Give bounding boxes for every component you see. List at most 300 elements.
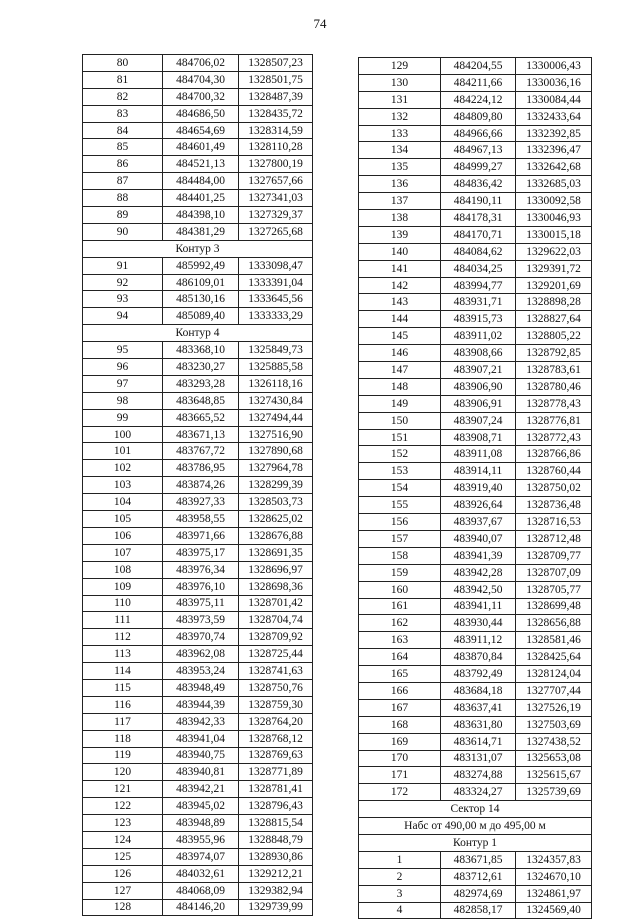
table-row xyxy=(359,243,592,260)
coordinate-y: 1328712,48 xyxy=(516,530,592,547)
table-row xyxy=(359,902,592,919)
coordinate-y: 1327890,68 xyxy=(239,443,313,460)
point-number: 167 xyxy=(359,699,441,716)
point-number: 120 xyxy=(83,764,163,781)
table-row xyxy=(83,173,313,190)
table-row xyxy=(359,311,592,328)
coordinate-y: 1328736,48 xyxy=(516,497,592,514)
point-number: 90 xyxy=(83,223,163,240)
coordinate-y: 1327800,19 xyxy=(239,156,313,173)
point-number: 104 xyxy=(83,494,163,511)
table-row xyxy=(83,308,313,325)
coordinate-x: 484170,71 xyxy=(441,226,516,243)
section-heading: Набс от 490,00 м до 495,00 м xyxy=(359,818,592,835)
point-number: 171 xyxy=(359,767,441,784)
coordinate-x: 483792,49 xyxy=(441,666,516,683)
point-number: 103 xyxy=(83,477,163,494)
coordinate-x: 484999,27 xyxy=(441,159,516,176)
point-number: 152 xyxy=(359,446,441,463)
point-number: 166 xyxy=(359,682,441,699)
coordinate-x: 484204,55 xyxy=(441,58,516,75)
coordinate-y: 1328699,48 xyxy=(516,598,592,615)
coordinate-y: 1328676,88 xyxy=(239,527,313,544)
coordinate-y: 1328796,43 xyxy=(239,798,313,815)
coordinate-y: 1329212,21 xyxy=(239,865,313,882)
table-row xyxy=(359,125,592,142)
coordinate-x: 484521,13 xyxy=(163,156,239,173)
point-number: 157 xyxy=(359,530,441,547)
point-number: 142 xyxy=(359,277,441,294)
coordinate-x: 483665,52 xyxy=(163,409,239,426)
table-row xyxy=(359,733,592,750)
point-number: 116 xyxy=(83,696,163,713)
coordinate-y: 1328625,02 xyxy=(239,511,313,528)
table-row xyxy=(359,463,592,480)
point-number: 2 xyxy=(359,868,441,885)
table-row xyxy=(359,294,592,311)
coordinate-x: 483648,85 xyxy=(163,392,239,409)
coordinate-x: 483368,10 xyxy=(163,342,239,359)
coordinate-x: 483712,61 xyxy=(441,868,516,885)
coordinate-y: 1328741,63 xyxy=(239,663,313,680)
point-number: 109 xyxy=(83,578,163,595)
section-heading: Контур 4 xyxy=(83,325,313,342)
coordinate-y: 1328124,04 xyxy=(516,666,592,683)
coordinate-x: 484401,25 xyxy=(163,190,239,207)
table-row xyxy=(359,260,592,277)
coordinate-x: 483614,71 xyxy=(441,733,516,750)
table-row xyxy=(83,798,313,815)
coordinate-y: 1328709,77 xyxy=(516,547,592,564)
point-number: 149 xyxy=(359,395,441,412)
table-row xyxy=(359,581,592,598)
table-row xyxy=(83,899,313,916)
table-row xyxy=(359,868,592,885)
coordinate-y: 1328848,79 xyxy=(239,831,313,848)
coordinate-x: 483970,74 xyxy=(163,629,239,646)
table-row xyxy=(83,156,313,173)
table-row xyxy=(359,632,592,649)
table-row xyxy=(83,747,313,764)
coordinate-x: 483914,11 xyxy=(441,463,516,480)
coordinate-y: 1328299,39 xyxy=(239,477,313,494)
point-number: 137 xyxy=(359,193,441,210)
table-row xyxy=(83,460,313,477)
coordinate-y: 1324569,40 xyxy=(516,902,592,919)
coordinate-y: 1328110,28 xyxy=(239,139,313,156)
coordinate-y: 1328776,81 xyxy=(516,412,592,429)
coordinate-y: 1328314,59 xyxy=(239,122,313,139)
table-row xyxy=(359,362,592,379)
coordinate-x: 483940,07 xyxy=(441,530,516,547)
table-row xyxy=(83,815,313,832)
coordinate-x: 484704,30 xyxy=(163,71,239,88)
table-row xyxy=(83,578,313,595)
table-row xyxy=(83,527,313,544)
coordinate-y: 1328771,89 xyxy=(239,764,313,781)
coordinate-x: 486109,01 xyxy=(163,274,239,291)
coordinate-x: 484686,50 xyxy=(163,105,239,122)
coordinate-x: 484146,20 xyxy=(163,899,239,916)
coordinate-y: 1328704,74 xyxy=(239,612,313,629)
coordinate-x: 483927,33 xyxy=(163,494,239,511)
coordinate-y: 1328764,20 xyxy=(239,713,313,730)
coordinate-y: 1325653,08 xyxy=(516,750,592,767)
coordinate-x: 484034,25 xyxy=(441,260,516,277)
coordinate-y: 1332396,47 xyxy=(516,142,592,159)
coordinate-x: 483942,50 xyxy=(441,581,516,598)
table-row xyxy=(359,328,592,345)
coordinates-table-right xyxy=(358,57,592,919)
point-number: 125 xyxy=(83,848,163,865)
table-row xyxy=(83,139,313,156)
table-row xyxy=(83,359,313,376)
coordinate-x: 484032,61 xyxy=(163,865,239,882)
coordinate-y: 1328507,23 xyxy=(239,55,313,72)
point-number: 128 xyxy=(83,899,163,916)
point-number: 80 xyxy=(83,55,163,72)
point-number: 83 xyxy=(83,105,163,122)
point-number: 123 xyxy=(83,815,163,832)
point-number: 147 xyxy=(359,362,441,379)
point-number: 132 xyxy=(359,108,441,125)
coordinate-x: 483971,66 xyxy=(163,527,239,544)
coordinates-table-left xyxy=(82,54,313,916)
point-number: 93 xyxy=(83,291,163,308)
coordinate-y: 1324357,83 xyxy=(516,851,592,868)
point-number: 111 xyxy=(83,612,163,629)
point-number: 121 xyxy=(83,781,163,798)
table-row xyxy=(83,679,313,696)
table-row xyxy=(359,74,592,91)
coordinate-y: 1328435,72 xyxy=(239,105,313,122)
coordinate-y: 1333391,04 xyxy=(239,274,313,291)
table-row xyxy=(359,159,592,176)
coordinate-y: 1329382,94 xyxy=(239,882,313,899)
coordinate-x: 484224,12 xyxy=(441,91,516,108)
coordinate-x: 483293,28 xyxy=(163,375,239,392)
table-row xyxy=(359,851,592,868)
point-number: 126 xyxy=(83,865,163,882)
coordinate-y: 1332433,64 xyxy=(516,108,592,125)
coordinate-y: 1328759,30 xyxy=(239,696,313,713)
point-number: 163 xyxy=(359,632,441,649)
point-number: 95 xyxy=(83,342,163,359)
section-heading-row xyxy=(359,834,592,851)
table-row xyxy=(83,443,313,460)
coordinate-x: 483906,90 xyxy=(441,378,516,395)
coordinate-y: 1332392,85 xyxy=(516,125,592,142)
point-number: 91 xyxy=(83,257,163,274)
coordinate-y: 1328696,97 xyxy=(239,561,313,578)
table-row xyxy=(83,55,313,72)
table-row xyxy=(359,210,592,227)
point-number: 110 xyxy=(83,595,163,612)
coordinate-y: 1328898,28 xyxy=(516,294,592,311)
point-number: 127 xyxy=(83,882,163,899)
coordinate-x: 484398,10 xyxy=(163,207,239,224)
table-row xyxy=(83,781,313,798)
point-number: 100 xyxy=(83,426,163,443)
point-number: 87 xyxy=(83,173,163,190)
coordinate-x: 483958,55 xyxy=(163,511,239,528)
coordinate-y: 1328760,44 xyxy=(516,463,592,480)
point-number: 86 xyxy=(83,156,163,173)
table-row xyxy=(359,699,592,716)
section-heading-row xyxy=(83,240,313,257)
table-row xyxy=(83,865,313,882)
table-row xyxy=(83,223,313,240)
coordinate-x: 483940,81 xyxy=(163,764,239,781)
table-row xyxy=(83,426,313,443)
point-number: 101 xyxy=(83,443,163,460)
coordinate-x: 484836,42 xyxy=(441,176,516,193)
coordinate-y: 1329622,03 xyxy=(516,243,592,260)
point-number: 143 xyxy=(359,294,441,311)
point-number: 145 xyxy=(359,328,441,345)
coordinate-x: 484178,31 xyxy=(441,210,516,227)
coordinate-x: 483975,11 xyxy=(163,595,239,612)
table-row xyxy=(83,375,313,392)
coordinate-y: 1327430,84 xyxy=(239,392,313,409)
coordinate-x: 484706,02 xyxy=(163,55,239,72)
coordinate-y: 1330046,93 xyxy=(516,210,592,227)
table-row xyxy=(359,277,592,294)
table-row xyxy=(359,429,592,446)
coordinate-x: 484809,80 xyxy=(441,108,516,125)
coordinate-y: 1330006,43 xyxy=(516,58,592,75)
table-row xyxy=(83,713,313,730)
coordinate-x: 483911,08 xyxy=(441,446,516,463)
table-row xyxy=(359,716,592,733)
point-number: 3 xyxy=(359,885,441,902)
coordinate-y: 1328750,76 xyxy=(239,679,313,696)
coordinate-y: 1325885,58 xyxy=(239,359,313,376)
table-row xyxy=(83,291,313,308)
point-number: 4 xyxy=(359,902,441,919)
point-number: 158 xyxy=(359,547,441,564)
table-row xyxy=(359,91,592,108)
point-number: 106 xyxy=(83,527,163,544)
coordinate-y: 1328827,64 xyxy=(516,311,592,328)
coordinate-x: 483908,71 xyxy=(441,429,516,446)
coordinate-x: 483941,39 xyxy=(441,547,516,564)
point-number: 98 xyxy=(83,392,163,409)
table-row xyxy=(359,176,592,193)
coordinate-x: 483942,33 xyxy=(163,713,239,730)
coordinate-x: 483941,11 xyxy=(441,598,516,615)
coordinate-y: 1328487,39 xyxy=(239,88,313,105)
coordinate-x: 485992,49 xyxy=(163,257,239,274)
point-number: 156 xyxy=(359,514,441,531)
point-number: 139 xyxy=(359,226,441,243)
coordinate-x: 483915,73 xyxy=(441,311,516,328)
table-row xyxy=(83,190,313,207)
table-row xyxy=(359,615,592,632)
point-number: 1 xyxy=(359,851,441,868)
point-number: 160 xyxy=(359,581,441,598)
table-row xyxy=(83,88,313,105)
coordinate-y: 1325739,69 xyxy=(516,784,592,801)
coordinate-y: 1327503,69 xyxy=(516,716,592,733)
point-number: 105 xyxy=(83,511,163,528)
coordinate-x: 483911,02 xyxy=(441,328,516,345)
point-number: 170 xyxy=(359,750,441,767)
table-row xyxy=(83,646,313,663)
coordinate-y: 1327494,44 xyxy=(239,409,313,426)
coordinate-y: 1327526,19 xyxy=(516,699,592,716)
table-row xyxy=(359,226,592,243)
point-number: 135 xyxy=(359,159,441,176)
table-row xyxy=(359,142,592,159)
table-row xyxy=(359,666,592,683)
coordinate-x: 483870,84 xyxy=(441,649,516,666)
coordinate-y: 1327657,66 xyxy=(239,173,313,190)
table-row xyxy=(83,831,313,848)
table-row xyxy=(83,494,313,511)
point-number: 172 xyxy=(359,784,441,801)
coordinate-x: 483948,89 xyxy=(163,815,239,832)
point-number: 113 xyxy=(83,646,163,663)
table-row xyxy=(359,682,592,699)
table-row xyxy=(359,108,592,125)
coordinate-x: 483324,27 xyxy=(441,784,516,801)
coordinate-x: 483637,41 xyxy=(441,699,516,716)
point-number: 81 xyxy=(83,71,163,88)
coordinate-x: 483944,39 xyxy=(163,696,239,713)
point-number: 169 xyxy=(359,733,441,750)
table-row xyxy=(83,122,313,139)
section-heading-row xyxy=(359,818,592,835)
coordinate-x: 483907,24 xyxy=(441,412,516,429)
coordinate-y: 1327516,90 xyxy=(239,426,313,443)
point-number: 165 xyxy=(359,666,441,683)
table-row xyxy=(83,848,313,865)
page-number: 74 xyxy=(313,16,327,31)
coordinate-x: 483942,21 xyxy=(163,781,239,798)
table-row xyxy=(359,598,592,615)
coordinate-x: 483767,72 xyxy=(163,443,239,460)
table-row xyxy=(359,193,592,210)
coordinate-x: 483953,24 xyxy=(163,663,239,680)
coordinate-y: 1325615,67 xyxy=(516,767,592,784)
coordinate-y: 1333333,29 xyxy=(239,308,313,325)
table-row xyxy=(83,511,313,528)
coordinate-x: 483926,64 xyxy=(441,497,516,514)
table-row xyxy=(83,477,313,494)
point-number: 117 xyxy=(83,713,163,730)
coordinate-x: 484381,29 xyxy=(163,223,239,240)
coordinate-y: 1329201,69 xyxy=(516,277,592,294)
point-number: 146 xyxy=(359,345,441,362)
coordinate-x: 484700,32 xyxy=(163,88,239,105)
coordinate-x: 483955,96 xyxy=(163,831,239,848)
coordinate-y: 1328805,22 xyxy=(516,328,592,345)
coordinate-y: 1328501,75 xyxy=(239,71,313,88)
coordinate-x: 485089,40 xyxy=(163,308,239,325)
section-heading: Сектор 14 xyxy=(359,801,592,818)
point-number: 124 xyxy=(83,831,163,848)
table-row xyxy=(83,561,313,578)
coordinate-y: 1332642,68 xyxy=(516,159,592,176)
coordinate-x: 483911,12 xyxy=(441,632,516,649)
point-number: 144 xyxy=(359,311,441,328)
coordinate-x: 483973,59 xyxy=(163,612,239,629)
coordinate-x: 483274,88 xyxy=(441,767,516,784)
point-number: 140 xyxy=(359,243,441,260)
coordinate-y: 1327265,68 xyxy=(239,223,313,240)
coordinate-x: 483908,66 xyxy=(441,345,516,362)
coordinate-x: 484484,00 xyxy=(163,173,239,190)
table-row xyxy=(359,395,592,412)
point-number: 82 xyxy=(83,88,163,105)
point-number: 115 xyxy=(83,679,163,696)
table-row xyxy=(359,564,592,581)
coordinate-x: 483874,26 xyxy=(163,477,239,494)
point-number: 141 xyxy=(359,260,441,277)
coordinate-y: 1327964,78 xyxy=(239,460,313,477)
table-row xyxy=(359,767,592,784)
point-number: 131 xyxy=(359,91,441,108)
coordinate-y: 1328691,35 xyxy=(239,544,313,561)
coordinate-y: 1327438,52 xyxy=(516,733,592,750)
coordinate-y: 1328792,85 xyxy=(516,345,592,362)
coordinate-y: 1333098,47 xyxy=(239,257,313,274)
coordinate-x: 483906,91 xyxy=(441,395,516,412)
coordinate-y: 1328750,02 xyxy=(516,480,592,497)
table-row xyxy=(359,530,592,547)
coordinate-y: 1328425,64 xyxy=(516,649,592,666)
table-row xyxy=(83,274,313,291)
table-row xyxy=(83,764,313,781)
table-row xyxy=(359,514,592,531)
coordinate-y: 1324670,10 xyxy=(516,868,592,885)
coordinate-x: 483942,28 xyxy=(441,564,516,581)
table-row xyxy=(83,696,313,713)
coordinate-x: 484967,13 xyxy=(441,142,516,159)
coordinate-y: 1328815,54 xyxy=(239,815,313,832)
table-row xyxy=(83,629,313,646)
table-row xyxy=(359,885,592,902)
table-row xyxy=(359,480,592,497)
coordinate-y: 1328656,88 xyxy=(516,615,592,632)
table-row xyxy=(83,105,313,122)
table-row xyxy=(83,71,313,88)
coordinate-x: 483931,71 xyxy=(441,294,516,311)
coordinate-y: 1330084,44 xyxy=(516,91,592,108)
section-heading: Контур 1 xyxy=(359,834,592,851)
point-number: 134 xyxy=(359,142,441,159)
coordinate-x: 483907,21 xyxy=(441,362,516,379)
coordinate-x: 483945,02 xyxy=(163,798,239,815)
table-row xyxy=(83,342,313,359)
coordinate-y: 1328930,86 xyxy=(239,848,313,865)
point-number: 114 xyxy=(83,663,163,680)
coordinate-y: 1326118,16 xyxy=(239,375,313,392)
coordinate-x: 483230,27 xyxy=(163,359,239,376)
coordinate-y: 1328701,42 xyxy=(239,595,313,612)
coordinate-y: 1328778,43 xyxy=(516,395,592,412)
table-row xyxy=(359,784,592,801)
point-number: 155 xyxy=(359,497,441,514)
coordinate-x: 483684,18 xyxy=(441,682,516,699)
coordinate-y: 1329391,72 xyxy=(516,260,592,277)
point-number: 107 xyxy=(83,544,163,561)
point-number: 97 xyxy=(83,375,163,392)
point-number: 153 xyxy=(359,463,441,480)
coordinate-y: 1328705,77 xyxy=(516,581,592,598)
coordinate-y: 1327707,44 xyxy=(516,682,592,699)
